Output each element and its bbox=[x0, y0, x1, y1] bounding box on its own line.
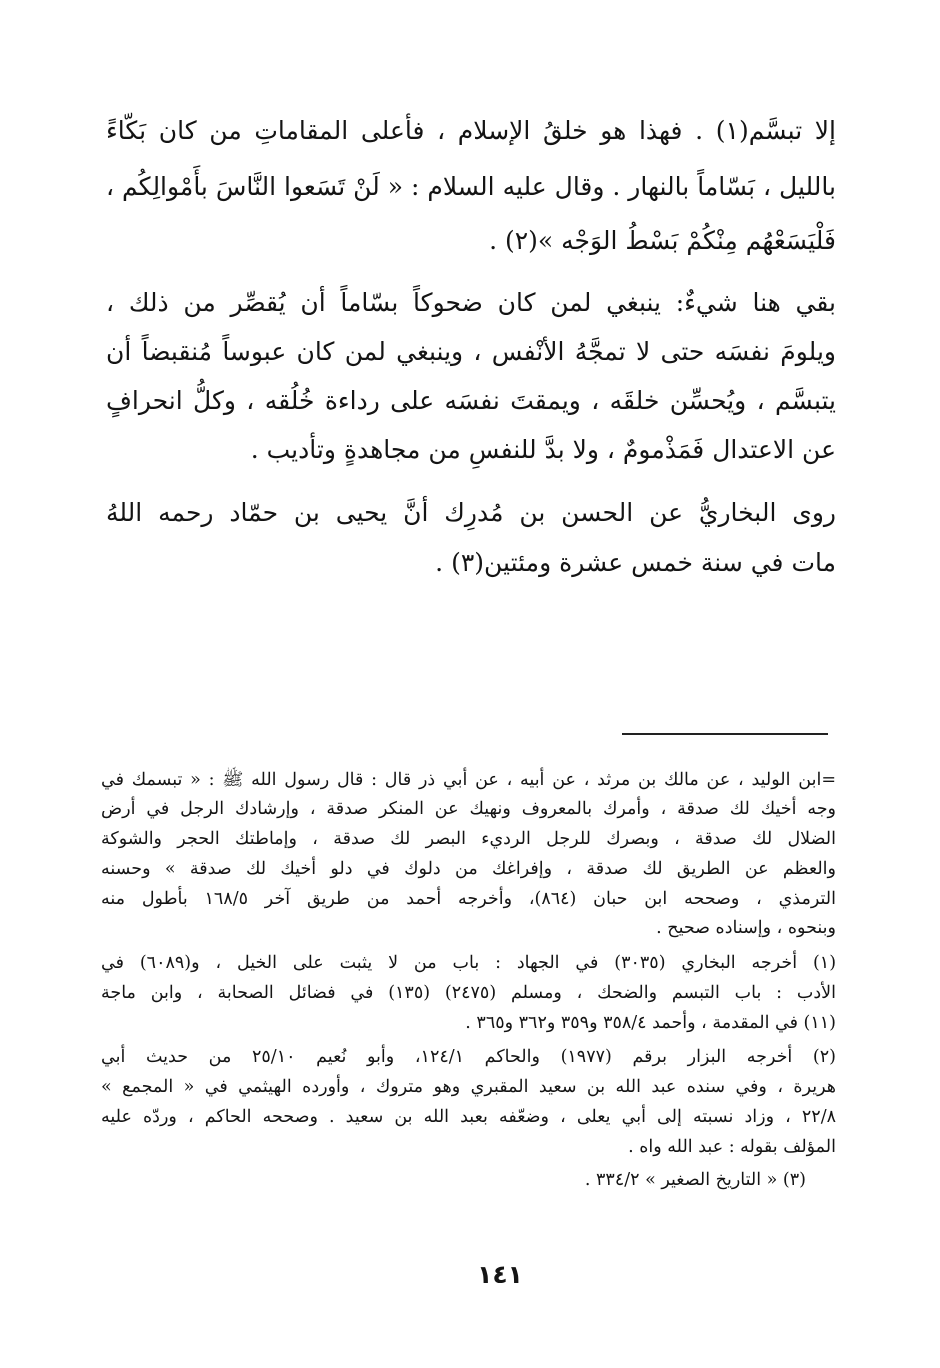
footnote-2: هريرة ، وفي سنده عبد الله بن سعيد المقبري وهو متروك ، وأورده الهيثمي في « المجمع » bbox=[101, 1077, 836, 1097]
footnote-1: الأدب : باب التبسم والضحك ، ومسلم (٢٤٧٥) (١٣٥) في فضائل الصحابة ، وابن ماجة bbox=[101, 983, 836, 1003]
main-text-line: ويلومَ نفسَه حتى لا تمجَّهُ الأنْفس ، وينبغي لمن كان عبوساً مُنقبضاً أن bbox=[106, 337, 836, 366]
footnote-2: ٢٢/٨ ، وزاد نسبته إلى أبي يعلى ، وضعّفه بعبد الله بن سعيد . وصححه الحاكم ، وردّه عليه bbox=[101, 1107, 836, 1127]
footnote-2: (٢) أخرجه البزار برقم (١٩٧٧) والحاكم ١٢٤/١، وأبو نُعيم ٢٥/١٠ من حديث أبي bbox=[101, 1047, 836, 1067]
footnote-1: (١١) في المقدمة ، وأحمد ٣٥٨/٤ و٣٥٩ و٣٦٢ و٣٦٥ . bbox=[465, 1013, 836, 1033]
footnote-line: وبنحوه ، وإسناده صحيح . bbox=[656, 918, 836, 938]
footnote-line: الترمذي ، وصححه ابن حبان (٨٦٤)، وأخرجه أحمد من طريق آخر ١٦٨/٥ بأطول منه bbox=[101, 889, 836, 909]
footnote-line: وجه أخيك لك صدقة ، وأمرك بالمعروف ونهيك عن المنكر صدقة ، وإرشادك الرجل في أرض bbox=[101, 799, 836, 819]
footnote-2: المؤلف بقوله : عبد الله واه . bbox=[628, 1137, 836, 1157]
page-number: ١٤١ bbox=[477, 1260, 523, 1289]
main-text-line: يتبسَّم ، ويُحسِّن خلقَه ، ويمقتَ نفسَه على رداءة خُلُقه ، وكلُّ انحرافٍ bbox=[106, 386, 836, 415]
footnote-line: الضلال لك صدقة ، وبصرك للرجل الرديء البصر لك صدقة ، وإماطتك الحجر والشوكة bbox=[101, 829, 836, 849]
main-text-line: بقي هنا شيءٌ: ينبغي لمن كان ضحوكاً بسّاماً أن يُقصِّر من ذلك ، bbox=[106, 288, 836, 317]
footnote-separator bbox=[622, 733, 828, 735]
main-text-line: فَلْيَسَعْهُم مِنْكُمْ بَسْطُ الوَجْه »(٢) . bbox=[489, 226, 836, 255]
main-text-line: مات في سنة خمس عشرة ومئتين(٣) . bbox=[435, 548, 836, 577]
main-text-line: بالليل ، بَسّاماً بالنهار . وقال عليه السلام : « لَنْ تَسَعوا النَّاسَ بأَمْوالِكُم ، bbox=[106, 172, 836, 201]
main-text-line: عن الاعتدال فَمَذْمومٌ ، ولا بدَّ للنفسِ من مجاهدةٍ وتأديب . bbox=[250, 435, 836, 464]
footnote-line: =ابن الوليد ، عن مالك بن مرثد ، عن أبيه ، عن أبي ذر قال : قال رسول الله ﷺ : « تبسمك في bbox=[101, 770, 836, 790]
footnote-line: والعظم عن الطريق لك صدقة ، وإفراغك من دلوك في دلو أخيك لك صدقة » وحسنه bbox=[101, 859, 836, 879]
footnote-1: (١) أخرجه البخاري (٣٠٣٥) في الجهاد : باب من لا يثبت على الخيل ، و(٦٠٨٩) في bbox=[101, 953, 836, 973]
main-text-line: روى البخاريُّ عن الحسن بن مُدرِك أنَّ يحيى بن حمّاد رحمه اللهُ bbox=[106, 498, 836, 527]
footnote-3: (٣) « التاريخ الصغير » ٣٣٤/٢ . bbox=[584, 1170, 806, 1190]
main-text-line: إلا تبسَّم(١) . فهذا هو خلقُ الإسلام ، فأعلى المقاماتِ من كان بَكّاءً bbox=[106, 116, 836, 145]
